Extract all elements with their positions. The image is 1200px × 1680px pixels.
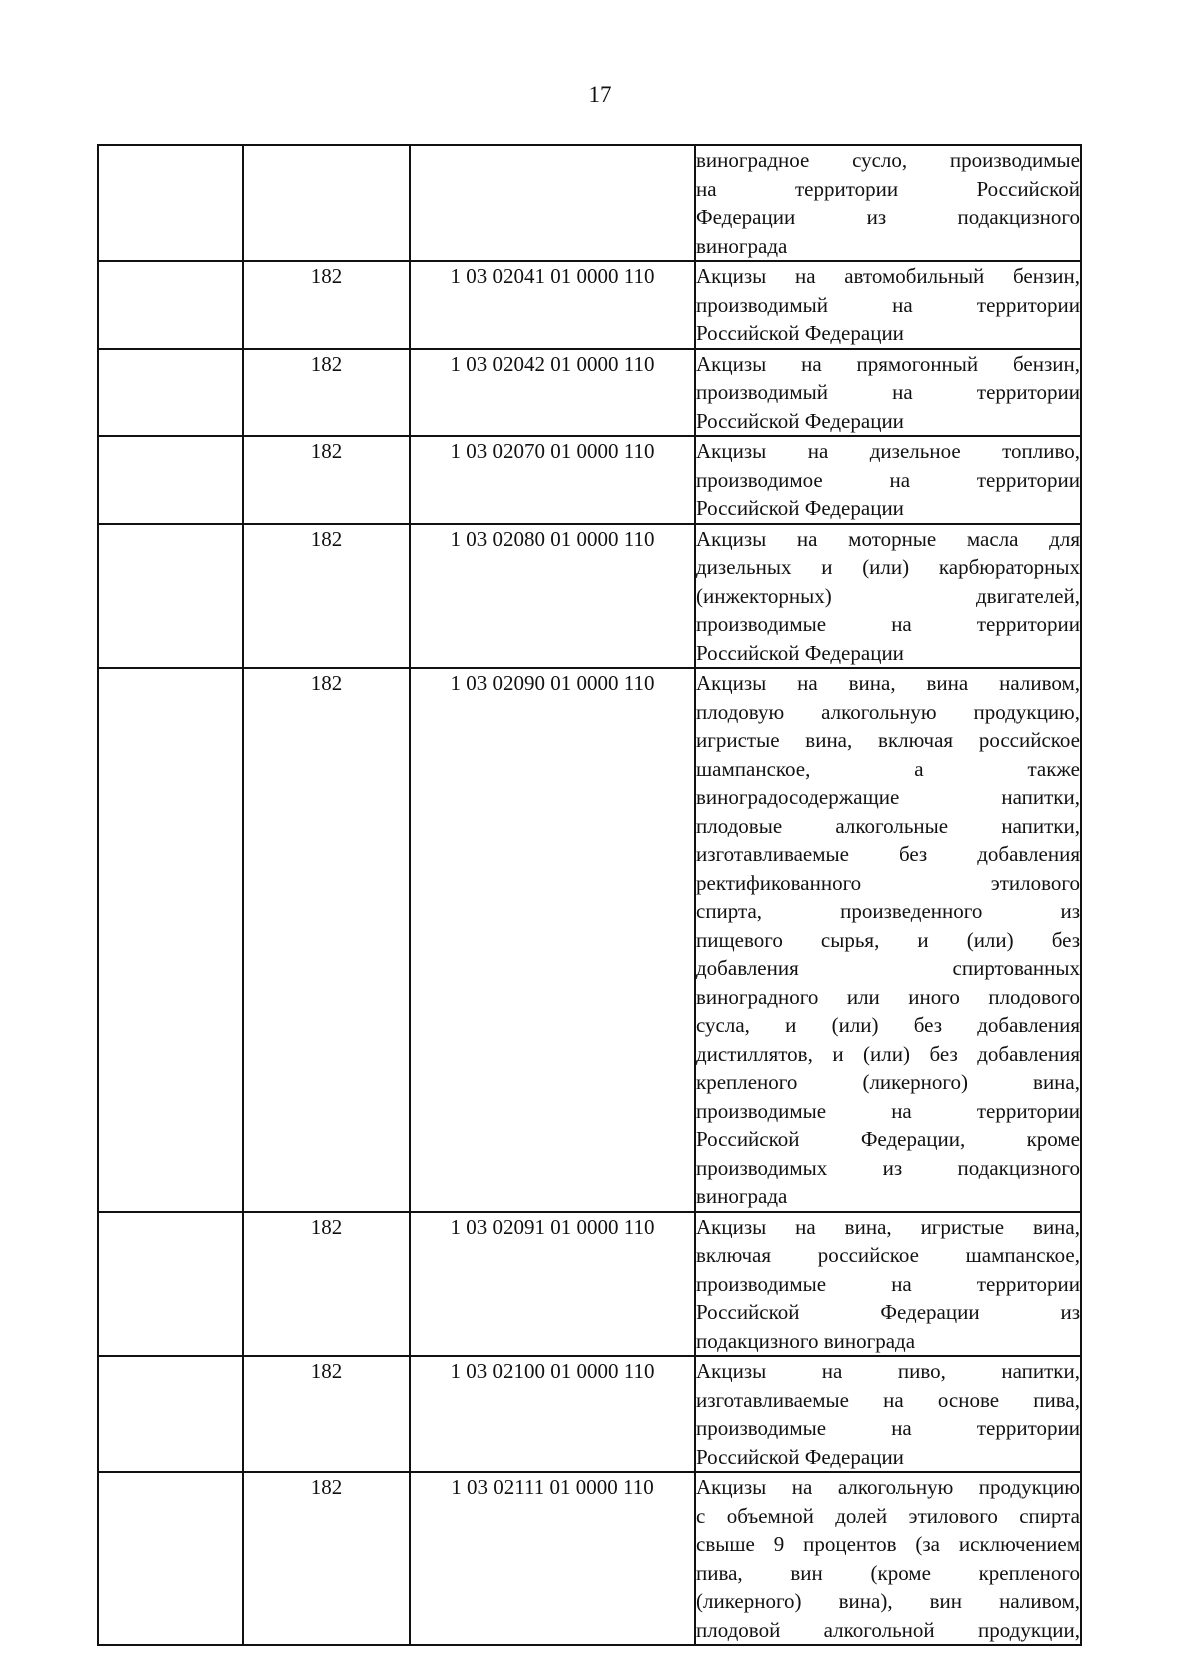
name-line: Акцизы на моторные масла для	[696, 526, 1080, 551]
name-line: винограда	[696, 1184, 788, 1208]
name-line: включая российское шампанское,	[696, 1243, 1080, 1267]
name-line: Акцизы на дизельное топливо,	[696, 439, 1080, 463]
table-row	[98, 524, 1081, 669]
table-row	[98, 145, 1081, 261]
budget-classification-table	[97, 144, 1082, 1646]
name-line: плодовой алкогольной продукции,	[696, 1617, 1080, 1642]
name-line: Федерации из подакцизного	[696, 205, 1080, 229]
table-row	[98, 436, 1081, 524]
name-line: производимые на территории	[696, 1416, 1080, 1440]
kbk-code-cell: 1 03 02091 01 0000 110	[410, 1212, 695, 1357]
name-line: сусла, и (или) без добавления	[696, 1013, 1080, 1037]
revenue-name-cell	[695, 145, 1081, 261]
empty-cell	[98, 436, 243, 524]
table-row	[98, 349, 1081, 437]
name-line: Акцизы на автомобильный бензин,	[696, 264, 1080, 288]
name-line: с объемной долей этилового спирта	[696, 1503, 1080, 1528]
name-line: виноградного или иного плодового	[696, 984, 1080, 1009]
name-line: свыше 9 процентов (за исключением	[696, 1532, 1080, 1556]
name-line: Российской Федерации	[696, 408, 904, 433]
empty-cell	[98, 524, 243, 669]
table-row	[98, 668, 1081, 1212]
name-line: игристые вина, включая российское	[696, 728, 1080, 752]
table-row	[98, 1212, 1081, 1357]
name-line: Российской Федерации	[696, 496, 904, 520]
kbk-code-cell: 1 03 02041 01 0000 110	[410, 261, 695, 349]
admin-code-cell: 182	[243, 1212, 410, 1357]
empty-cell	[98, 261, 243, 349]
kbk-code-cell: 1 03 02080 01 0000 110	[410, 524, 695, 669]
admin-code-cell: 182	[243, 1356, 410, 1472]
name-line: (ликерного) вина), вин наливом,	[696, 1589, 1080, 1613]
name-line: спирта, произведенного из	[696, 899, 1080, 923]
name-line: дистиллятов, и (или) без добавления	[696, 1041, 1080, 1066]
page-number: 17	[588, 82, 612, 107]
name-line: плодовые алкогольные напитки,	[696, 813, 1080, 838]
name-line: Российской Федерации	[696, 1444, 904, 1469]
revenue-name-cell	[695, 261, 1081, 349]
name-line: Российской Федерации	[696, 640, 904, 665]
name-line: (инжекторных) двигателей,	[696, 583, 1080, 608]
name-line: Акцизы на вина, вина наливом,	[696, 671, 1080, 695]
name-line: производимые на территории	[696, 1098, 1080, 1123]
empty-cell	[98, 1212, 243, 1357]
name-line: пива, вин (кроме крепленого	[696, 1560, 1080, 1585]
revenue-name-cell	[695, 1472, 1081, 1645]
name-line: дизельных и (или) карбюраторных	[696, 555, 1080, 579]
admin-code-cell: 182	[243, 524, 410, 669]
name-line: изготавливаемые без добавления	[696, 842, 1080, 866]
kbk-code-cell: 1 03 02100 01 0000 110	[410, 1356, 695, 1472]
name-line: Российской Федерации	[696, 321, 904, 345]
name-line: Акцизы на пиво, напитки,	[696, 1359, 1080, 1383]
name-line: виноградосодержащие напитки,	[696, 785, 1080, 809]
table-row	[98, 1356, 1081, 1472]
admin-code-cell	[243, 145, 410, 261]
name-line: пищевого сырья, и (или) без	[696, 927, 1080, 952]
name-line: производимых из подакцизного	[696, 1155, 1080, 1180]
name-line: крепленого (ликерного) вина,	[696, 1070, 1080, 1094]
name-line: виноградное сусло, производимые	[696, 148, 1080, 172]
name-line: подакцизного винограда	[696, 1328, 916, 1353]
revenue-name-cell	[695, 1212, 1081, 1357]
name-line: Акцизы на вина, игристые вина,	[696, 1214, 1080, 1239]
revenue-name-cell	[695, 349, 1081, 437]
revenue-name-cell	[695, 436, 1081, 524]
name-line: производимые на территории	[696, 612, 1080, 636]
name-line: Российской Федерации из	[696, 1300, 1080, 1324]
revenue-name-cell	[695, 1356, 1081, 1472]
admin-code-cell: 182	[243, 261, 410, 349]
empty-cell	[98, 1356, 243, 1472]
table-body	[98, 145, 1081, 1645]
admin-code-cell: 182	[243, 1472, 410, 1645]
revenue-name-cell	[695, 524, 1081, 669]
name-line: шампанское, а также	[696, 756, 1080, 781]
name-line: добавления спиртованных	[696, 956, 1080, 980]
kbk-code-cell: 1 03 02042 01 0000 110	[410, 349, 695, 437]
kbk-code-cell: 1 03 02111 01 0000 110	[410, 1472, 695, 1645]
name-line: производимый на территории	[696, 292, 1080, 317]
name-line: производимые на территории	[696, 1271, 1080, 1296]
name-line: ректификованного этилового	[696, 870, 1080, 895]
revenue-name-cell	[695, 668, 1081, 1212]
name-line: Акцизы на алкогольную продукцию	[696, 1475, 1080, 1499]
kbk-code-cell: 1 03 02090 01 0000 110	[410, 668, 695, 1212]
table-row	[98, 261, 1081, 349]
name-line: винограда	[696, 233, 788, 258]
kbk-code-cell: 1 03 02070 01 0000 110	[410, 436, 695, 524]
name-line: изготавливаемые на основе пива,	[696, 1387, 1080, 1412]
kbk-code-cell	[410, 145, 695, 261]
name-line: Российской Федерации, кроме	[696, 1127, 1080, 1151]
empty-cell	[98, 349, 243, 437]
empty-cell	[98, 668, 243, 1212]
admin-code-cell: 182	[243, 436, 410, 524]
name-line: производимый на территории	[696, 380, 1080, 404]
table-row	[98, 1472, 1081, 1645]
name-line: Акцизы на прямогонный бензин,	[696, 351, 1080, 376]
admin-code-cell: 182	[243, 668, 410, 1212]
name-line: на территории Российской	[696, 176, 1080, 201]
empty-cell	[98, 145, 243, 261]
name-line: плодовую алкогольную продукцию,	[696, 699, 1080, 724]
name-line: производимое на территории	[696, 467, 1080, 492]
admin-code-cell: 182	[243, 349, 410, 437]
empty-cell	[98, 1472, 243, 1645]
